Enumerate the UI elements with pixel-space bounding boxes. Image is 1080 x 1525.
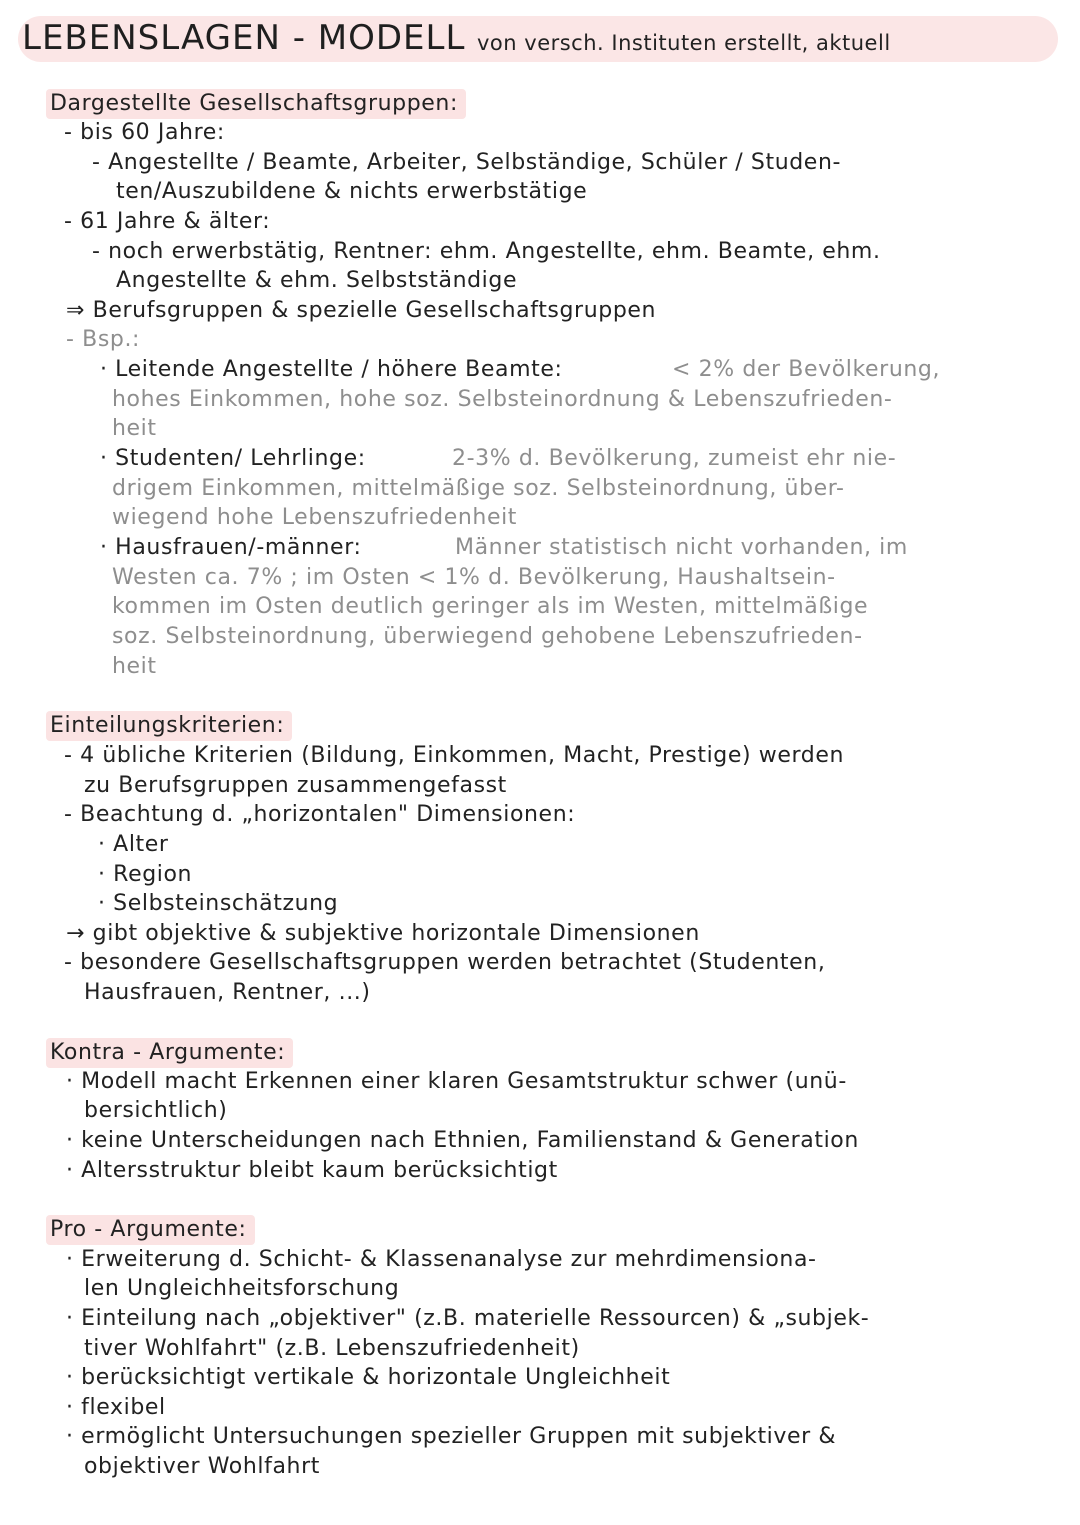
- example-label: · Hausfrauen/-männer:: [100, 535, 362, 560]
- section-heading-kriterien: Einteilungskriterien:: [46, 711, 292, 741]
- example-label: · Studenten/ Lehrlinge:: [100, 446, 366, 471]
- text-line: - Angestellte / Beamte, Arbeiter, Selbständige, Schüler / Studen-: [92, 150, 842, 175]
- text-line: · keine Unterscheidungen nach Ethnien, Familienstand & Generation: [66, 1128, 859, 1153]
- text-line: · Erweiterung d. Schicht- & Klassenanalyse zur mehrdimensiona-: [66, 1247, 817, 1272]
- text-line: tiver Wohlfahrt" (z.B. Lebenszufriedenheit): [84, 1336, 580, 1361]
- example-text: heit: [112, 654, 157, 679]
- text-line: ten/Auszubildene & nichts erwerbstätige: [116, 179, 588, 204]
- text-line: - 4 übliche Kriterien (Bildung, Einkommen, Macht, Prestige) werden: [64, 743, 844, 768]
- example-text: Westen ca. 7% ; im Osten < 1% d. Bevölkerung, Haushaltsein-: [112, 565, 836, 590]
- example-text: hohes Einkommen, hohe soz. Selbsteinordnung & Lebenszufrieden-: [112, 387, 893, 412]
- text-line: - besondere Gesellschaftsgruppen werden betrachtet (Studenten,: [64, 950, 826, 975]
- text-line: - bis 60 Jahre:: [64, 120, 225, 145]
- text-line: Hausfrauen, Rentner, ...): [84, 980, 371, 1005]
- example-text: heit: [112, 416, 157, 441]
- text-line: · Einteilung nach „objektiver" (z.B. materielle Ressourcen) & „subjek-: [66, 1306, 870, 1331]
- section-heading-gruppen: Dargestellte Gesellschaftsgruppen:: [46, 89, 466, 119]
- section-heading-kontra: Kontra - Argumente:: [46, 1038, 293, 1068]
- example-text: < 2% der Bevölkerung,: [672, 357, 941, 382]
- text-line: - Beachtung d. „horizontalen" Dimensionen:: [64, 802, 576, 827]
- text-line: - 61 Jahre & älter:: [64, 209, 271, 234]
- text-line: Angestellte & ehm. Selbstständige: [116, 268, 518, 293]
- text-line: · flexibel: [66, 1395, 166, 1420]
- text-line: · Selbsteinschätzung: [98, 891, 339, 916]
- text-line: - noch erwerbstätig, Rentner: ehm. Angestellte, ehm. Beamte, ehm.: [92, 239, 881, 264]
- example-label: · Leitende Angestellte / höhere Beamte:: [100, 357, 563, 382]
- text-line: bersichtlich): [84, 1098, 228, 1123]
- text-line: zu Berufsgruppen zusammengefasst: [84, 773, 507, 798]
- text-line: ⇒ Berufsgruppen & spezielle Gesellschaftsgruppen: [66, 298, 657, 323]
- text-line: · Altersstruktur bleibt kaum berücksichtigt: [66, 1158, 558, 1183]
- text-line: · Alter: [98, 832, 169, 857]
- text-line: · ermöglicht Untersuchungen spezieller Gruppen mit subjektiver &: [66, 1424, 837, 1449]
- text-line: → gibt objektive & subjektive horizontale Dimensionen: [66, 921, 700, 946]
- text-line: · Region: [98, 862, 193, 887]
- example-text: wiegend hohe Lebenszufriedenheit: [112, 505, 518, 530]
- example-text: drigem Einkommen, mittelmäßige soz. Selbsteinordnung, über-: [112, 476, 845, 501]
- page-title: LEBENSLAGEN - MODELL: [22, 18, 466, 58]
- text-line: · Modell macht Erkennen einer klaren Gesamtstruktur schwer (unü-: [66, 1069, 847, 1094]
- text-line: len Ungleichheitsforschung: [84, 1276, 400, 1301]
- example-text: 2-3% d. Bevölkerung, zumeist ehr nie-: [452, 446, 897, 471]
- page-subtitle: von versch. Instituten erstellt, aktuell: [477, 31, 891, 55]
- example-text: Männer statistisch nicht vorhanden, im: [455, 535, 908, 560]
- example-text: kommen im Osten deutlich geringer als im Westen, mittelmäßige: [112, 594, 869, 619]
- text-line: - Bsp.:: [66, 327, 141, 352]
- example-text: soz. Selbsteinordnung, überwiegend gehobene Lebenszufrieden-: [112, 624, 863, 649]
- text-line: objektiver Wohlfahrt: [84, 1454, 320, 1479]
- section-heading-pro: Pro - Argumente:: [46, 1215, 255, 1245]
- text-line: · berücksichtigt vertikale & horizontale Ungleichheit: [66, 1365, 671, 1390]
